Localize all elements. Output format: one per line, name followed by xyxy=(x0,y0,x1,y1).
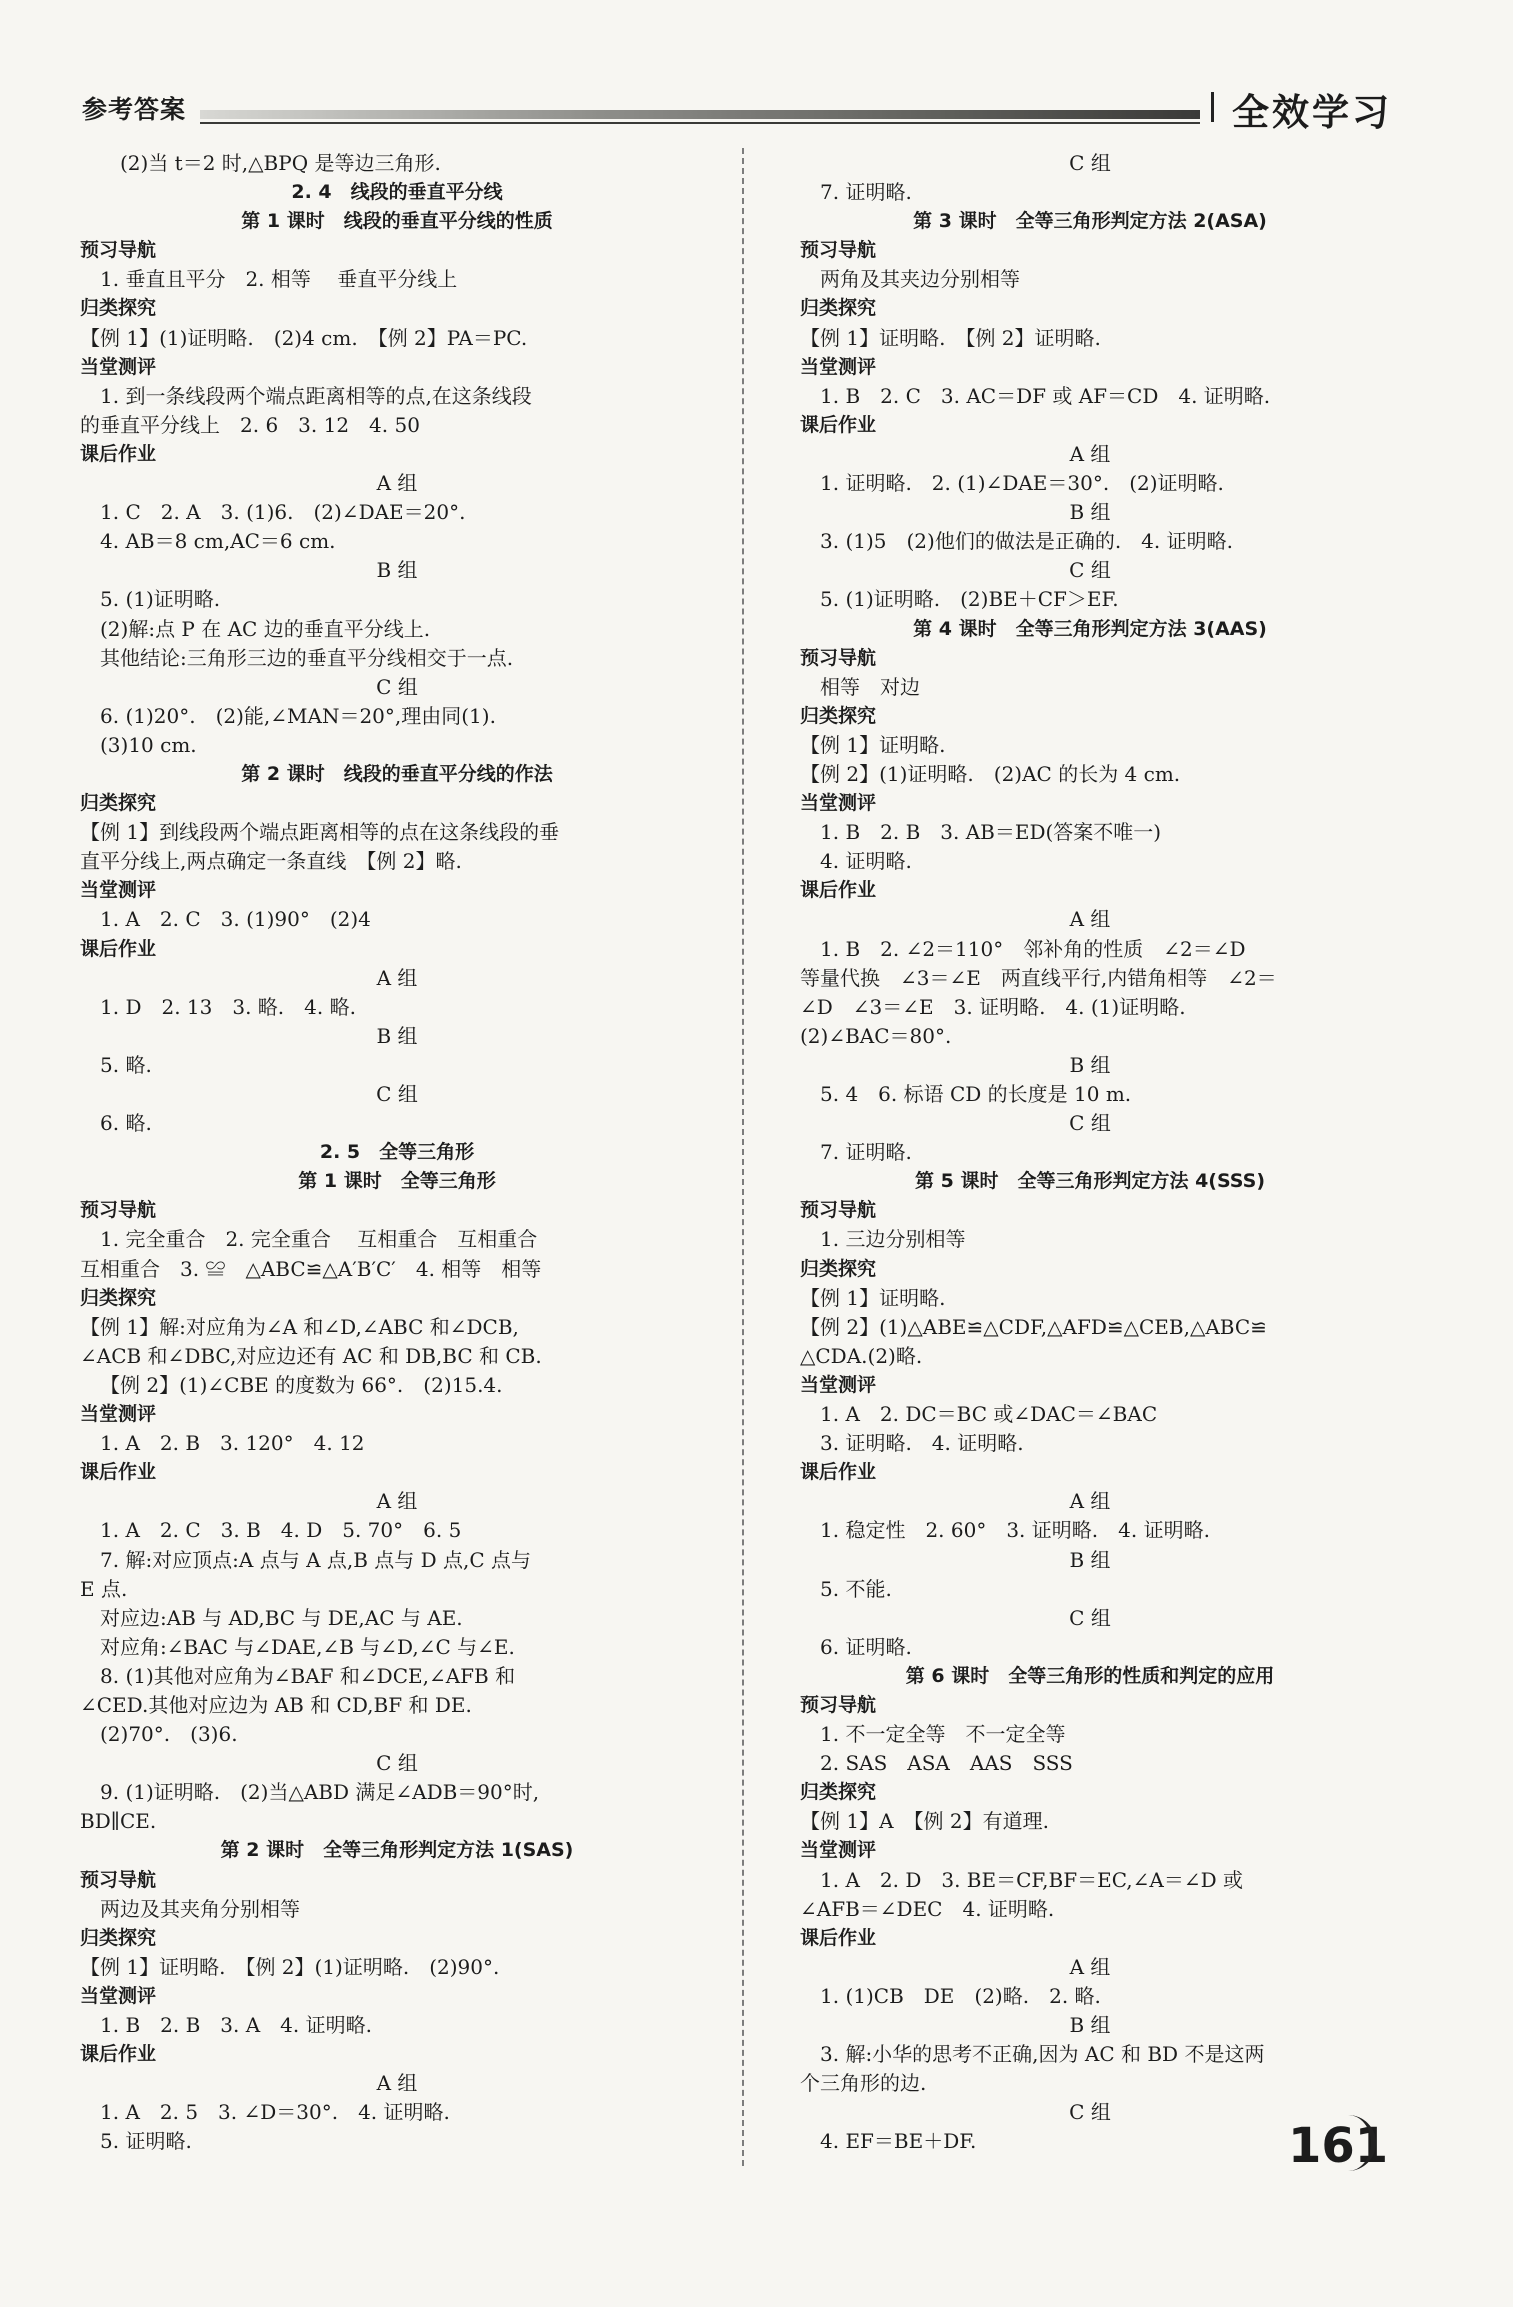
group-label: C 组 xyxy=(376,1751,418,1776)
answer-line: 两边及其夹角分别相等 xyxy=(100,1896,300,1921)
group-label: C 组 xyxy=(1069,558,1111,583)
answer-line: 【例 2】(1)△ABE≌△CDF,△AFD≌△CEB,△ABC≌ xyxy=(800,1314,1267,1339)
subsection-heading: 预习导航 xyxy=(800,646,877,669)
answer-line: 1. B 2. B 3. AB＝ED(答案不唯一) xyxy=(820,820,1162,845)
answer-line: 1. (1)CB DE (2)略. 2. 略. xyxy=(820,1983,1101,2008)
subsection-heading: 预习导航 xyxy=(80,1199,157,1222)
subsection-heading: 归类探究 xyxy=(800,1257,877,1280)
answer-line: 7. 证明略. xyxy=(820,180,912,205)
group-label: C 组 xyxy=(376,1082,418,1106)
subsection-heading: 课后作业 xyxy=(80,442,157,465)
answer-line: 5. (1)证明略. (2)BE＋CF＞EF. xyxy=(820,587,1119,612)
answer-line: 3. 解:小华的思考不正确,因为 AC 和 BD 不是这两 xyxy=(820,2042,1265,2067)
subsection-heading: 当堂测评 xyxy=(800,355,877,378)
subsection-heading: 预习导航 xyxy=(80,239,157,262)
lesson-title: 第 1 课时 全等三角形 xyxy=(298,1170,496,1193)
group-label: C 组 xyxy=(1069,1605,1111,1630)
answer-line: 直平分线上,两点确定一条直线 【例 2】略. xyxy=(80,849,462,874)
answer-line: 【例 1】证明略. xyxy=(800,1285,946,1310)
subsection-heading: 课后作业 xyxy=(80,1461,157,1484)
group-label: C 组 xyxy=(1069,151,1111,175)
subsection-heading: 归类探究 xyxy=(800,1781,877,1804)
answer-line: 5. 不能. xyxy=(820,1576,892,1601)
lesson-title: 第 2 课时 线段的垂直平分线的作法 xyxy=(241,762,553,785)
lesson-title: 第 3 课时 全等三角形判定方法 2(ASA) xyxy=(913,210,1267,233)
column-divider xyxy=(742,148,744,2166)
subsection-heading: 归类探究 xyxy=(800,704,877,727)
answer-line: 6. (1)20°. (2)能,∠MAN＝20°,理由同(1). xyxy=(100,703,496,728)
group-label: A 组 xyxy=(376,471,418,496)
answer-line: 1. A 2. D 3. BE＝CF,BF＝EC,∠A＝∠D 或 xyxy=(820,1867,1243,1892)
answer-line: 【例 1】证明略. xyxy=(800,732,946,757)
group-label: A 组 xyxy=(376,965,418,990)
answer-line: 1. D 2. 13 3. 略. 4. 略. xyxy=(100,994,356,1019)
answer-line: 1. A 2. C 3. B 4. D 5. 70° 6. 5 xyxy=(100,1518,462,1543)
answer-line: ∠AFB＝∠DEC 4. 证明略. xyxy=(800,1896,1055,1921)
answer-line: 6. 略. xyxy=(100,1111,152,1136)
answer-line: 1. 三边分别相等 xyxy=(820,1227,966,1252)
group-label: B 组 xyxy=(376,558,418,583)
answer-line: 其他结论:三角形三边的垂直平分线相交于一点. xyxy=(100,645,514,670)
subsection-heading: 当堂测评 xyxy=(80,1403,157,1426)
answer-line: 7. 解:对应顶点:A 点与 A 点,B 点与 D 点,C 点与 xyxy=(100,1547,532,1572)
subsection-heading: 课后作业 xyxy=(80,937,157,960)
answer-line: 【例 1】到线段两个端点距离相等的点在这条线段的垂 xyxy=(80,820,560,845)
group-label: B 组 xyxy=(376,1023,418,1048)
answer-line: 2. SAS ASA AAS SSS xyxy=(820,1751,1073,1776)
answer-line: 1. 到一条线段两个端点距离相等的点,在这条线段 xyxy=(100,383,532,408)
subsection-heading: 课后作业 xyxy=(80,2043,157,2066)
answer-line: (3)10 cm. xyxy=(100,732,197,757)
group-label: C 组 xyxy=(1069,1111,1111,1136)
header-rule xyxy=(200,110,1200,119)
answer-line: 5. 证明略. xyxy=(100,2129,192,2154)
answer-line: 1. A 2. 5 3. ∠D＝30°. 4. 证明略. xyxy=(100,2100,450,2125)
answer-line: 对应角:∠BAC 与∠DAE,∠B 与∠D,∠C 与∠E. xyxy=(100,1634,515,1659)
page-number: 161 xyxy=(1288,2118,1389,2174)
subsection-heading: 课后作业 xyxy=(800,1926,877,1949)
answer-line: 【例 2】(1)证明略. (2)AC 的长为 4 cm. xyxy=(800,761,1181,786)
subsection-heading: 当堂测评 xyxy=(800,1373,877,1396)
answer-line: 的垂直平分线上 2. 6 3. 12 4. 50 xyxy=(80,412,420,437)
subsection-heading: 课后作业 xyxy=(800,879,877,902)
group-label: A 组 xyxy=(1069,907,1111,932)
subsection-heading: 归类探究 xyxy=(80,1926,157,1949)
answer-line: 两角及其夹边分别相等 xyxy=(820,267,1020,292)
answer-line: 7. 证明略. xyxy=(820,1140,912,1165)
answer-line: (2)∠BAC＝80°. xyxy=(800,1023,952,1048)
answer-line: (2)当 t＝2 时,△BPQ 是等边三角形. xyxy=(120,151,441,175)
left-column xyxy=(80,149,714,2156)
answer-line: 1. C 2. A 3. (1)6. (2)∠DAE＝20°. xyxy=(100,500,466,525)
answer-line: 4. EF＝BE＋DF. xyxy=(820,2129,977,2154)
answer-line: (2)解:点 P 在 AC 边的垂直平分线上. xyxy=(100,616,431,641)
lesson-title: 第 5 课时 全等三角形判定方法 4(SSS) xyxy=(915,1170,1265,1193)
group-label: A 组 xyxy=(1069,1954,1111,1979)
answer-line: 3. (1)5 (2)他们的做法是正确的. 4. 证明略. xyxy=(820,529,1233,554)
answer-line: (2)70°. (3)6. xyxy=(100,1722,238,1747)
answer-line: ∠D ∠3＝∠E 3. 证明略. 4. (1)证明略. xyxy=(800,994,1186,1019)
right-column xyxy=(800,149,1380,2156)
group-label: A 组 xyxy=(1069,441,1111,466)
group-label: A 组 xyxy=(376,2071,418,2096)
answer-line: 个三角形的边. xyxy=(800,2071,927,2096)
lesson-title: 第 4 课时 全等三角形判定方法 3(AAS) xyxy=(913,617,1267,640)
subsection-heading: 归类探究 xyxy=(800,297,877,320)
lesson-title: 第 1 课时 线段的垂直平分线的性质 xyxy=(241,210,553,233)
answer-line: 【例 1】解:对应角为∠A 和∠D,∠ABC 和∠DCB, xyxy=(80,1314,519,1339)
answer-line: 1. 垂直且平分 2. 相等 垂直平分线上 xyxy=(100,267,458,292)
subsection-heading: 当堂测评 xyxy=(800,792,877,815)
answer-line: 4. AB＝8 cm,AC＝6 cm. xyxy=(100,529,336,554)
answer-line: 互相重合 3. ≌ △ABC≌△A′B′C′ 4. 相等 相等 xyxy=(80,1256,542,1281)
answer-line: 对应边:AB 与 AD,BC 与 DE,AC 与 AE. xyxy=(100,1605,463,1630)
subsection-heading: 归类探究 xyxy=(80,1286,157,1309)
answer-line: 1. A 2. B 3. 120° 4. 12 xyxy=(100,1431,365,1456)
answer-line: △CDA.(2)略. xyxy=(800,1343,923,1368)
answer-line: 4. 证明略. xyxy=(820,849,912,874)
header-bracket xyxy=(1205,92,1214,122)
answer-line: 1. 证明略. 2. (1)∠DAE＝30°. (2)证明略. xyxy=(820,471,1224,496)
answer-line: 6. 证明略. xyxy=(820,1634,912,1659)
group-label: B 组 xyxy=(1069,500,1111,525)
subsection-heading: 预习导航 xyxy=(80,1868,157,1891)
answer-line: 【例 1】证明略. 【例 2】(1)证明略. (2)90°. xyxy=(80,1954,500,1979)
answer-line: ∠ACB 和∠DBC,对应边还有 AC 和 DB,BC 和 CB. xyxy=(80,1343,542,1368)
answer-line: E 点. xyxy=(80,1576,128,1601)
subsection-heading: 当堂测评 xyxy=(80,1984,157,2007)
answer-line: 【例 1】证明略. 【例 2】证明略. xyxy=(800,325,1101,350)
answer-line: 1. A 2. C 3. (1)90° (2)4 xyxy=(100,907,371,932)
header-brand: 全效学习 xyxy=(1232,91,1392,134)
subsection-heading: 当堂测评 xyxy=(80,355,157,378)
answer-line: 【例 1】(1)证明略. (2)4 cm. 【例 2】PA＝PC. xyxy=(80,325,528,350)
answer-line: BD∥CE. xyxy=(80,1809,157,1834)
answer-line: 1. B 2. B 3. A 4. 证明略. xyxy=(100,2013,372,2037)
group-label: B 组 xyxy=(1069,1052,1111,1077)
subsection-heading: 预习导航 xyxy=(800,239,877,262)
lesson-title: 第 2 课时 全等三角形判定方法 1(SAS) xyxy=(220,1839,574,1862)
page-header xyxy=(0,0,1513,140)
subsection-heading: 归类探究 xyxy=(80,792,157,815)
header-rule-line xyxy=(200,122,1200,124)
lesson-title: 第 6 课时 全等三角形的性质和判定的应用 xyxy=(905,1664,1275,1687)
subsection-heading: 课后作业 xyxy=(800,413,877,436)
group-label: C 组 xyxy=(1069,2100,1111,2125)
subsection-heading: 预习导航 xyxy=(800,1199,877,1222)
answer-line: 1. 不一定全等 不一定全等 xyxy=(820,1722,1066,1747)
section-title: 2. 4 线段的垂直平分线 xyxy=(291,181,503,204)
answer-line: 相等 对边 xyxy=(820,674,920,699)
group-label: A 组 xyxy=(1069,1489,1111,1514)
answer-line: 1. 稳定性 2. 60° 3. 证明略. 4. 证明略. xyxy=(820,1518,1210,1543)
answer-line: 1. A 2. DC＝BC 或∠DAC＝∠BAC xyxy=(820,1402,1158,1427)
answer-line: 5. (1)证明略. xyxy=(100,587,221,612)
answer-line: 1. B 2. C 3. AC＝DF 或 AF＝CD 4. 证明略. xyxy=(820,383,1271,408)
answer-line: 9. (1)证明略. (2)当△ABD 满足∠ADB＝90°时, xyxy=(100,1780,540,1805)
subsection-heading: 当堂测评 xyxy=(80,879,157,902)
subsection-heading: 归类探究 xyxy=(80,297,157,320)
answer-line: 5. 略. xyxy=(100,1052,152,1077)
answer-line: 8. (1)其他对应角为∠BAF 和∠DCE,∠AFB 和 xyxy=(100,1663,516,1688)
subsection-heading: 课后作业 xyxy=(800,1461,877,1484)
answer-line: 【例 1】A 【例 2】有道理. xyxy=(800,1809,1049,1834)
header-section-label: 参考答案 xyxy=(82,95,187,124)
subsection-heading: 预习导航 xyxy=(800,1693,877,1716)
answer-line: 1. B 2. ∠2＝110° 邻补角的性质 ∠2＝∠D xyxy=(820,936,1246,961)
subsection-heading: 当堂测评 xyxy=(800,1839,877,1862)
answer-line: 5. 4 6. 标语 CD 的长度是 10 m. xyxy=(820,1082,1132,1106)
group-label: B 组 xyxy=(1069,2013,1111,2037)
group-label: A 组 xyxy=(376,1489,418,1514)
answer-line: 等量代换 ∠3＝∠E 两直线平行,内错角相等 ∠2＝ xyxy=(800,965,1277,990)
answer-line: 3. 证明略. 4. 证明略. xyxy=(820,1431,1024,1456)
section-title: 2. 5 全等三角形 xyxy=(319,1141,475,1164)
group-label: C 组 xyxy=(376,674,418,699)
group-label: B 组 xyxy=(1069,1547,1111,1572)
answer-line: 1. 完全重合 2. 完全重合 互相重合 互相重合 xyxy=(100,1227,538,1252)
answer-line: ∠CED.其他对应边为 AB 和 CD,BF 和 DE. xyxy=(80,1692,472,1717)
answer-line: 【例 2】(1)∠CBE 的度数为 66°. (2)15.4. xyxy=(100,1372,503,1397)
